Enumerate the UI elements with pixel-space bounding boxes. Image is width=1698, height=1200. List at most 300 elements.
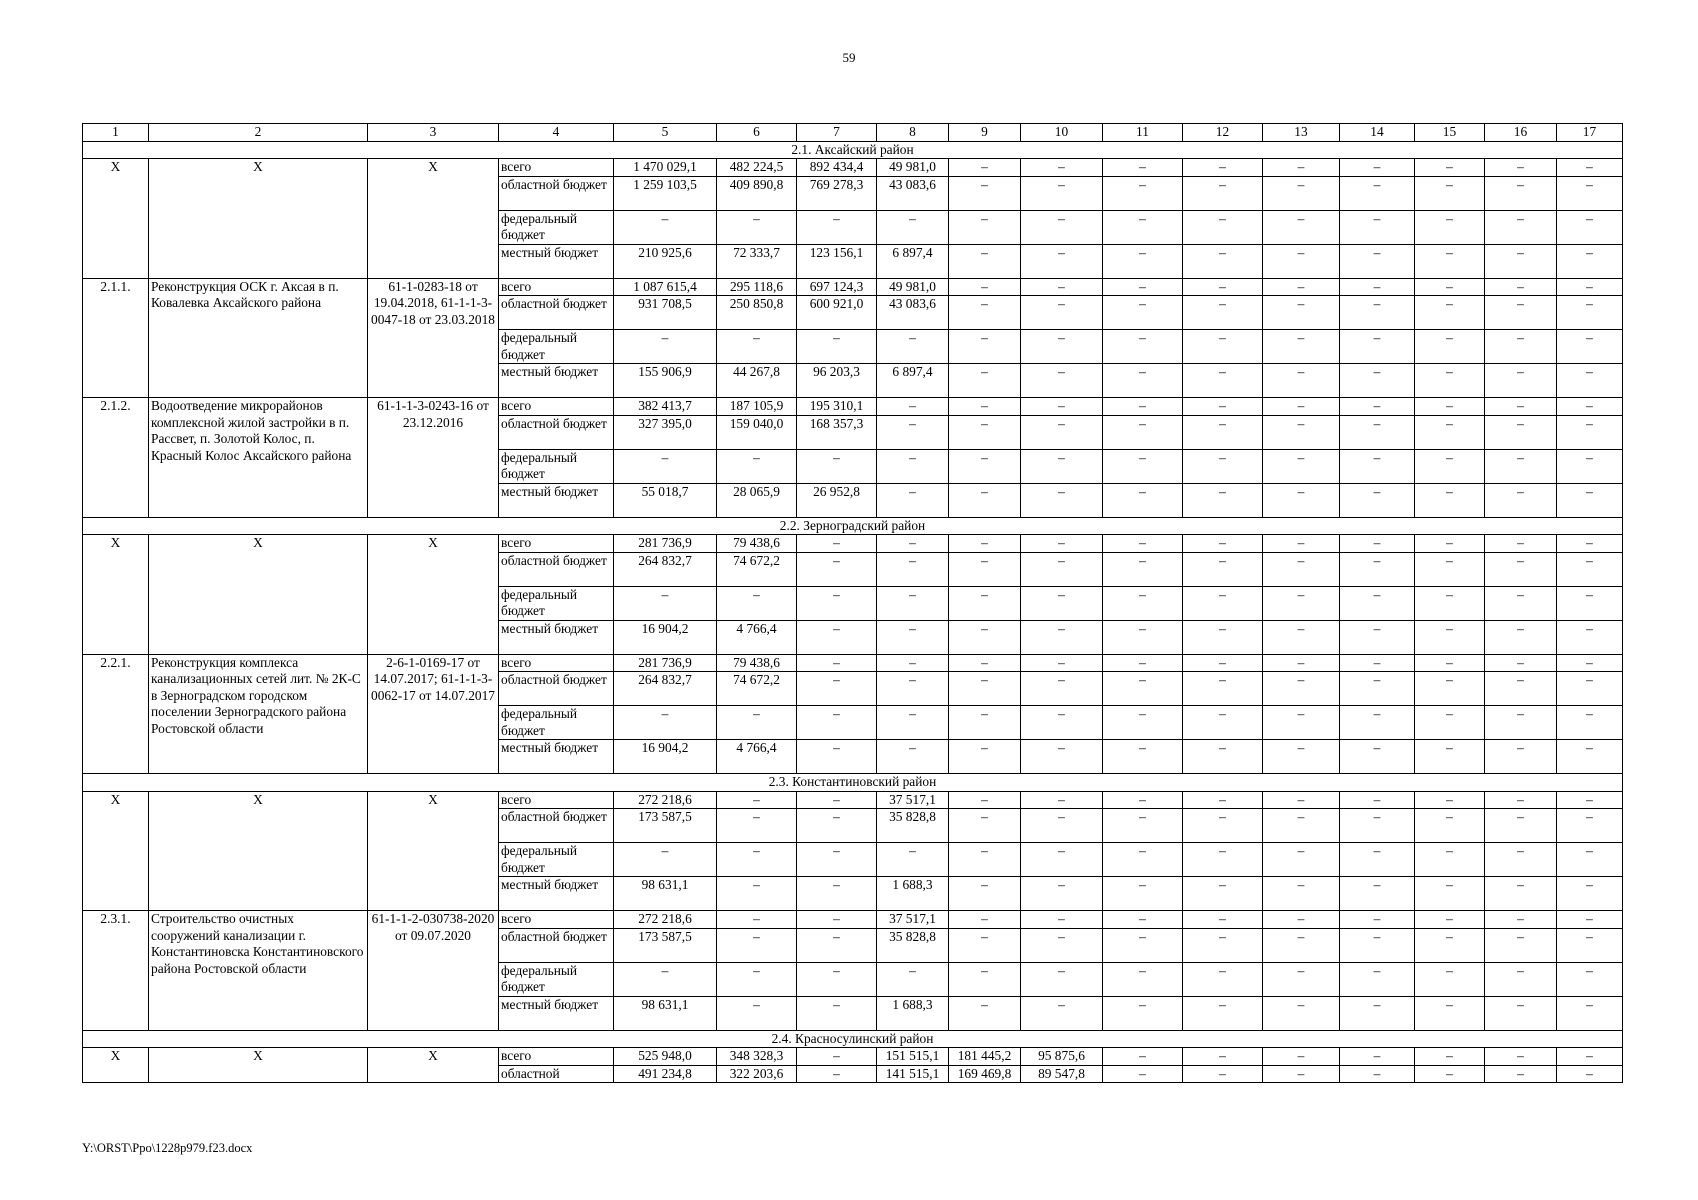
value-cell: – <box>1415 996 1485 1030</box>
funding-source-cell: областной бюджет <box>499 672 614 706</box>
value-cell: – <box>1263 843 1340 877</box>
table-row <box>83 278 1623 296</box>
value-cell: – <box>1485 809 1557 843</box>
value-cell: – <box>877 483 949 517</box>
value-cell: – <box>1021 791 1103 809</box>
column-number-cell: 12 <box>1183 124 1263 142</box>
value-cell: 173 587,5 <box>614 809 717 843</box>
value-cell: – <box>1415 449 1485 483</box>
section-title-row <box>83 1030 1623 1048</box>
value-cell: – <box>1485 962 1557 996</box>
value-cell: – <box>1103 159 1183 177</box>
value-cell: 195 310,1 <box>797 398 877 416</box>
value-cell: – <box>1415 278 1485 296</box>
value-cell: – <box>1415 244 1485 278</box>
item-name-cell: X <box>149 791 368 911</box>
funding-source-cell: федеральный бюджет <box>499 843 614 877</box>
item-document-cell: 61-1-1-3-0243-16 от 23.12.2016 <box>368 398 499 518</box>
value-cell: 1 688,3 <box>877 996 949 1030</box>
funding-source-cell: всего <box>499 1048 614 1066</box>
value-cell: – <box>1485 415 1557 449</box>
value-cell: – <box>1263 791 1340 809</box>
value-cell: – <box>1340 483 1415 517</box>
value-cell: – <box>949 740 1021 774</box>
value-cell: – <box>949 672 1021 706</box>
value-cell: – <box>949 620 1021 654</box>
value-cell: 181 445,2 <box>949 1048 1021 1066</box>
value-cell: – <box>1415 843 1485 877</box>
footer-file-path: Y:\ORST\Ppo\1228p979.f23.docx <box>82 1141 253 1155</box>
value-cell: – <box>1021 706 1103 740</box>
value-cell: – <box>1340 911 1415 929</box>
value-cell: – <box>1263 911 1340 929</box>
value-cell: – <box>1557 740 1623 774</box>
value-cell: – <box>797 654 877 672</box>
value-cell: – <box>1415 1065 1485 1083</box>
value-cell: – <box>1263 449 1340 483</box>
value-cell: – <box>1021 843 1103 877</box>
value-cell: – <box>1103 552 1183 586</box>
value-cell: – <box>1183 843 1263 877</box>
value-cell: – <box>1557 159 1623 177</box>
value-cell: 187 105,9 <box>717 398 797 416</box>
value-cell: – <box>1340 996 1415 1030</box>
section-title: 2.2. Зерноградский район <box>83 517 1623 535</box>
value-cell: – <box>949 449 1021 483</box>
value-cell: – <box>1103 210 1183 244</box>
value-cell: – <box>1485 706 1557 740</box>
section-title-row <box>83 774 1623 792</box>
value-cell: – <box>1415 364 1485 398</box>
item-document-cell: 61-1-1-2-030738-2020 от 09.07.2020 <box>368 911 499 1031</box>
value-cell: – <box>1415 210 1485 244</box>
value-cell: – <box>877 398 949 416</box>
column-number-cell: 4 <box>499 124 614 142</box>
column-number-cell: 10 <box>1021 124 1103 142</box>
value-cell: 697 124,3 <box>797 278 877 296</box>
item-number-cell: X <box>83 159 149 279</box>
value-cell: – <box>1103 398 1183 416</box>
value-cell: – <box>949 911 1021 929</box>
value-cell: – <box>1557 415 1623 449</box>
value-cell: 155 906,9 <box>614 364 717 398</box>
value-cell: – <box>717 962 797 996</box>
value-cell: 322 203,6 <box>717 1065 797 1083</box>
value-cell: – <box>1021 877 1103 911</box>
value-cell: – <box>717 210 797 244</box>
value-cell: 123 156,1 <box>797 244 877 278</box>
value-cell: 37 517,1 <box>877 911 949 929</box>
value-cell: – <box>949 535 1021 553</box>
value-cell: – <box>1557 586 1623 620</box>
funding-source-cell: всего <box>499 398 614 416</box>
value-cell: – <box>1263 159 1340 177</box>
funding-source-cell: федеральный бюджет <box>499 449 614 483</box>
value-cell: – <box>1557 1048 1623 1066</box>
value-cell: – <box>1021 911 1103 929</box>
value-cell: – <box>1415 962 1485 996</box>
value-cell: – <box>1183 791 1263 809</box>
value-cell: – <box>1021 740 1103 774</box>
value-cell: – <box>1340 654 1415 672</box>
funding-source-cell: областной бюджет <box>499 809 614 843</box>
funding-source-cell: местный бюджет <box>499 244 614 278</box>
funding-source-cell: всего <box>499 911 614 929</box>
value-cell: – <box>1021 996 1103 1030</box>
value-cell: – <box>1415 791 1485 809</box>
value-cell: – <box>1340 176 1415 210</box>
value-cell: – <box>1021 809 1103 843</box>
value-cell: 348 328,3 <box>717 1048 797 1066</box>
value-cell: – <box>797 330 877 364</box>
column-number-cell: 3 <box>368 124 499 142</box>
value-cell: – <box>1557 843 1623 877</box>
value-cell: – <box>1183 483 1263 517</box>
value-cell: – <box>1557 654 1623 672</box>
value-cell: – <box>797 809 877 843</box>
value-cell: 482 224,5 <box>717 159 797 177</box>
value-cell: – <box>1021 535 1103 553</box>
value-cell: – <box>949 296 1021 330</box>
value-cell: – <box>877 672 949 706</box>
value-cell: – <box>1021 176 1103 210</box>
value-cell: – <box>1340 415 1415 449</box>
value-cell: – <box>1103 962 1183 996</box>
item-name-cell: Строительство очистных сооружений канализации г. Константиновска Константиновского района Ростовской области <box>149 911 368 1031</box>
value-cell: – <box>1415 159 1485 177</box>
value-cell: – <box>1183 449 1263 483</box>
item-number-cell: 2.1.1. <box>83 278 149 398</box>
value-cell: 35 828,8 <box>877 928 949 962</box>
value-cell: – <box>1485 791 1557 809</box>
item-number-cell: 2.1.2. <box>83 398 149 518</box>
value-cell: – <box>1557 535 1623 553</box>
value-cell: – <box>1340 928 1415 962</box>
value-cell: 89 547,8 <box>1021 1065 1103 1083</box>
value-cell: – <box>1021 398 1103 416</box>
value-cell: – <box>717 449 797 483</box>
value-cell: – <box>949 877 1021 911</box>
value-cell: – <box>1340 552 1415 586</box>
value-cell: – <box>949 210 1021 244</box>
table-row <box>83 654 1623 672</box>
value-cell: – <box>1183 330 1263 364</box>
value-cell: – <box>1557 330 1623 364</box>
value-cell: – <box>1103 244 1183 278</box>
value-cell: – <box>797 706 877 740</box>
funding-source-cell: местный бюджет <box>499 877 614 911</box>
value-cell: 141 515,1 <box>877 1065 949 1083</box>
value-cell: – <box>1103 483 1183 517</box>
value-cell: – <box>1340 620 1415 654</box>
funding-source-cell: федеральный бюджет <box>499 330 614 364</box>
item-number-cell: X <box>83 1048 149 1083</box>
value-cell: – <box>1557 877 1623 911</box>
value-cell: 272 218,6 <box>614 911 717 929</box>
section-title-row <box>83 141 1623 159</box>
value-cell: – <box>1183 296 1263 330</box>
value-cell: – <box>949 330 1021 364</box>
value-cell: – <box>1415 928 1485 962</box>
value-cell: – <box>1183 552 1263 586</box>
value-cell: – <box>797 877 877 911</box>
value-cell: – <box>1485 672 1557 706</box>
value-cell: – <box>1103 176 1183 210</box>
value-cell: – <box>1183 911 1263 929</box>
value-cell: – <box>1485 176 1557 210</box>
value-cell: – <box>949 364 1021 398</box>
value-cell: – <box>1183 928 1263 962</box>
value-cell: – <box>1485 740 1557 774</box>
value-cell: 931 708,5 <box>614 296 717 330</box>
funding-source-cell: местный бюджет <box>499 620 614 654</box>
value-cell: – <box>717 996 797 1030</box>
value-cell: – <box>1415 654 1485 672</box>
value-cell: – <box>877 706 949 740</box>
value-cell: 95 875,6 <box>1021 1048 1103 1066</box>
value-cell: – <box>1103 911 1183 929</box>
value-cell: – <box>1415 1048 1485 1066</box>
value-cell: – <box>1415 911 1485 929</box>
value-cell: – <box>1340 809 1415 843</box>
value-cell: – <box>1340 398 1415 416</box>
value-cell: – <box>1183 877 1263 911</box>
value-cell: – <box>1103 843 1183 877</box>
value-cell: 600 921,0 <box>797 296 877 330</box>
value-cell: – <box>1103 278 1183 296</box>
value-cell: 43 083,6 <box>877 296 949 330</box>
value-cell: – <box>1557 552 1623 586</box>
value-cell: – <box>1103 928 1183 962</box>
column-number-cell: 5 <box>614 124 717 142</box>
value-cell: – <box>614 210 717 244</box>
value-cell: – <box>1021 210 1103 244</box>
value-cell: 74 672,2 <box>717 672 797 706</box>
value-cell: – <box>1021 296 1103 330</box>
value-cell: – <box>1340 364 1415 398</box>
value-cell: – <box>1103 535 1183 553</box>
value-cell: – <box>1340 962 1415 996</box>
value-cell: 327 395,0 <box>614 415 717 449</box>
value-cell: – <box>949 654 1021 672</box>
table-row <box>83 791 1623 809</box>
value-cell: 72 333,7 <box>717 244 797 278</box>
value-cell: – <box>1415 330 1485 364</box>
value-cell: – <box>1557 296 1623 330</box>
value-cell: – <box>614 843 717 877</box>
value-cell: – <box>797 1065 877 1083</box>
value-cell: – <box>877 449 949 483</box>
value-cell: – <box>717 877 797 911</box>
value-cell: – <box>1021 620 1103 654</box>
value-cell: – <box>1415 740 1485 774</box>
value-cell: – <box>717 809 797 843</box>
value-cell: – <box>1340 877 1415 911</box>
value-cell: – <box>1021 962 1103 996</box>
value-cell: – <box>1557 672 1623 706</box>
value-cell: – <box>1183 809 1263 843</box>
item-number-cell: X <box>83 535 149 655</box>
item-name-cell: Реконструкция комплекса канализационных сетей лит. № 2К-С в Зерноградском городском поселении Зерноградского района Ростовской области <box>149 654 368 774</box>
value-cell: 168 357,3 <box>797 415 877 449</box>
value-cell: – <box>877 620 949 654</box>
funding-source-cell: всего <box>499 159 614 177</box>
value-cell: – <box>1183 176 1263 210</box>
funding-source-cell: федеральный бюджет <box>499 962 614 996</box>
value-cell: – <box>1415 620 1485 654</box>
value-cell: – <box>797 1048 877 1066</box>
value-cell: – <box>949 278 1021 296</box>
value-cell: – <box>1340 535 1415 553</box>
value-cell: – <box>1485 1065 1557 1083</box>
value-cell: 37 517,1 <box>877 791 949 809</box>
value-cell: 525 948,0 <box>614 1048 717 1066</box>
item-document-cell: X <box>368 791 499 911</box>
value-cell: – <box>1340 244 1415 278</box>
funding-source-cell: областной бюджет <box>499 176 614 210</box>
value-cell: – <box>1415 877 1485 911</box>
value-cell: – <box>1485 654 1557 672</box>
value-cell: – <box>1103 809 1183 843</box>
value-cell: – <box>1183 740 1263 774</box>
value-cell: 250 850,8 <box>717 296 797 330</box>
value-cell: 169 469,8 <box>949 1065 1021 1083</box>
value-cell: 6 897,4 <box>877 364 949 398</box>
value-cell: – <box>1557 364 1623 398</box>
value-cell: – <box>717 791 797 809</box>
value-cell: – <box>1415 398 1485 416</box>
value-cell: – <box>949 791 1021 809</box>
value-cell: – <box>797 843 877 877</box>
value-cell: 6 897,4 <box>877 244 949 278</box>
value-cell: – <box>877 740 949 774</box>
value-cell: – <box>1415 535 1485 553</box>
value-cell: – <box>949 244 1021 278</box>
value-cell: – <box>1415 296 1485 330</box>
value-cell: 264 832,7 <box>614 552 717 586</box>
funding-source-cell: всего <box>499 278 614 296</box>
value-cell: – <box>949 928 1021 962</box>
value-cell: – <box>1557 176 1623 210</box>
item-number-cell: 2.2.1. <box>83 654 149 774</box>
value-cell: – <box>1557 483 1623 517</box>
value-cell: – <box>797 911 877 929</box>
value-cell: – <box>1340 449 1415 483</box>
value-cell: – <box>1263 535 1340 553</box>
value-cell: – <box>949 962 1021 996</box>
value-cell: – <box>717 330 797 364</box>
value-cell: – <box>1485 620 1557 654</box>
value-cell: – <box>877 330 949 364</box>
value-cell: 16 904,2 <box>614 740 717 774</box>
value-cell: 98 631,1 <box>614 877 717 911</box>
column-number-cell: 17 <box>1557 124 1623 142</box>
value-cell: – <box>1485 586 1557 620</box>
value-cell: – <box>1485 330 1557 364</box>
value-cell: – <box>1103 364 1183 398</box>
column-number-cell: 6 <box>717 124 797 142</box>
value-cell: – <box>1485 364 1557 398</box>
value-cell: 96 203,3 <box>797 364 877 398</box>
value-cell: – <box>949 809 1021 843</box>
value-cell: – <box>1557 620 1623 654</box>
value-cell: – <box>1557 911 1623 929</box>
value-cell: – <box>1485 843 1557 877</box>
value-cell: – <box>1557 962 1623 996</box>
value-cell: – <box>614 586 717 620</box>
value-cell: 151 515,1 <box>877 1048 949 1066</box>
item-number-cell: X <box>83 791 149 911</box>
value-cell: – <box>1263 483 1340 517</box>
value-cell: – <box>1485 449 1557 483</box>
table-row <box>83 911 1623 929</box>
value-cell: – <box>877 654 949 672</box>
value-cell: – <box>1485 552 1557 586</box>
item-document-cell: X <box>368 535 499 655</box>
value-cell: – <box>1183 672 1263 706</box>
value-cell: – <box>1485 911 1557 929</box>
value-cell: 55 018,7 <box>614 483 717 517</box>
funding-source-cell: местный бюджет <box>499 483 614 517</box>
value-cell: – <box>1263 620 1340 654</box>
value-cell: – <box>1557 278 1623 296</box>
value-cell: – <box>877 535 949 553</box>
value-cell: – <box>1183 654 1263 672</box>
value-cell: – <box>1263 654 1340 672</box>
value-cell: 1 688,3 <box>877 877 949 911</box>
funding-source-cell: федеральный бюджет <box>499 706 614 740</box>
value-cell: – <box>1263 928 1340 962</box>
value-cell: – <box>949 843 1021 877</box>
value-cell: 26 952,8 <box>797 483 877 517</box>
value-cell: – <box>717 911 797 929</box>
value-cell: – <box>949 552 1021 586</box>
value-cell: 43 083,6 <box>877 176 949 210</box>
value-cell: – <box>1263 672 1340 706</box>
value-cell: – <box>1103 1065 1183 1083</box>
item-number-cell: 2.3.1. <box>83 911 149 1031</box>
value-cell: 79 438,6 <box>717 654 797 672</box>
value-cell: – <box>1340 278 1415 296</box>
value-cell: – <box>1340 159 1415 177</box>
value-cell: 173 587,5 <box>614 928 717 962</box>
value-cell: – <box>1103 706 1183 740</box>
value-cell: – <box>1340 672 1415 706</box>
value-cell: – <box>949 996 1021 1030</box>
value-cell: – <box>949 159 1021 177</box>
value-cell: – <box>877 962 949 996</box>
item-document-cell: 2-6-1-0169-17 от 14.07.2017; 61-1-1-3-0062-17 от 14.07.2017 <box>368 654 499 774</box>
value-cell: – <box>1340 740 1415 774</box>
value-cell: – <box>877 843 949 877</box>
value-cell: 892 434,4 <box>797 159 877 177</box>
value-cell: – <box>1021 364 1103 398</box>
value-cell: – <box>1263 330 1340 364</box>
value-cell: 281 736,9 <box>614 654 717 672</box>
value-cell: – <box>1557 210 1623 244</box>
value-cell: – <box>614 449 717 483</box>
value-cell: – <box>1263 1065 1340 1083</box>
column-number-cell: 11 <box>1103 124 1183 142</box>
value-cell: – <box>717 843 797 877</box>
value-cell: – <box>717 928 797 962</box>
value-cell: – <box>797 672 877 706</box>
item-name-cell: X <box>149 1048 368 1083</box>
value-cell: – <box>1103 740 1183 774</box>
value-cell: – <box>797 996 877 1030</box>
value-cell: – <box>1021 672 1103 706</box>
value-cell: – <box>1485 928 1557 962</box>
